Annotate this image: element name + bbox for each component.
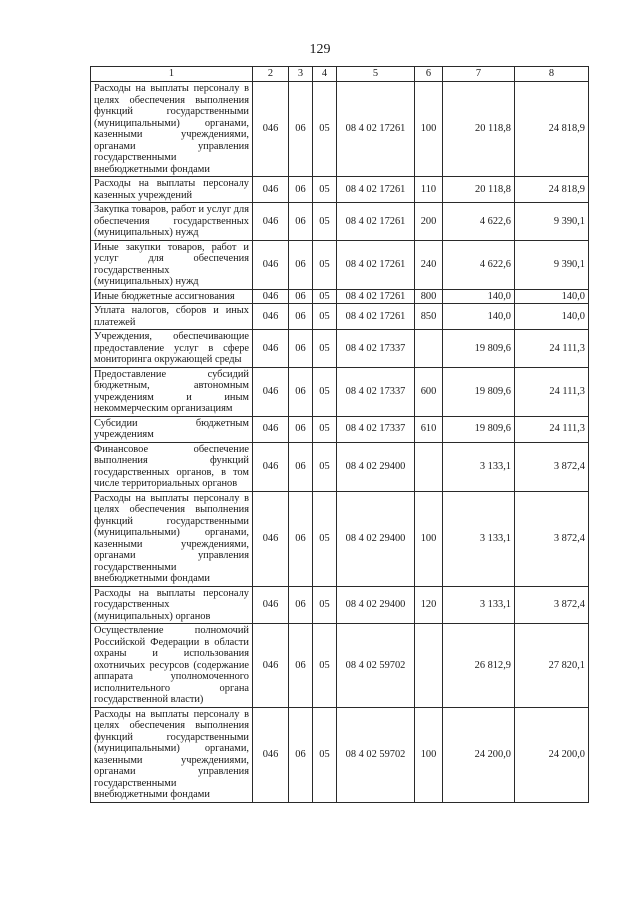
expense-type-code: 800 <box>415 289 443 304</box>
table-row <box>91 707 589 802</box>
expense-name: Расходы на выплаты персоналу в целях обеспечения выполнения функций государственными (муниципальными) органами, казенными учреждениями, органами управления государственными внебюджетными фондами <box>91 82 253 177</box>
ministry-code: 046 <box>253 586 289 624</box>
expense-type-code: 100 <box>415 491 443 586</box>
section-code: 06 <box>289 203 313 241</box>
ministry-code: 046 <box>253 203 289 241</box>
ministry-code: 046 <box>253 491 289 586</box>
target-article-code: 08 4 02 17261 <box>337 240 415 289</box>
expense-type-code: 100 <box>415 82 443 177</box>
amount-year-1: 4 622,6 <box>443 203 515 241</box>
page-number: 129 <box>309 42 331 57</box>
amount-year-2: 24 111,3 <box>515 367 589 416</box>
expense-type-code: 610 <box>415 416 443 442</box>
expense-type-code <box>415 330 443 368</box>
ministry-code: 046 <box>253 707 289 802</box>
column-number-row <box>91 67 589 82</box>
expense-name: Расходы на выплаты персоналу государственных (муниципальных) органов <box>91 586 253 624</box>
amount-year-2: 3 872,4 <box>515 491 589 586</box>
table-row <box>91 289 589 304</box>
column-number-5: 5 <box>337 67 415 82</box>
amount-year-1: 140,0 <box>443 304 515 330</box>
target-article-code: 08 4 02 29400 <box>337 491 415 586</box>
table-row <box>91 203 589 241</box>
ministry-code: 046 <box>253 442 289 491</box>
section-code: 06 <box>289 442 313 491</box>
target-article-code: 08 4 02 59702 <box>337 624 415 708</box>
subsection-code: 05 <box>313 367 337 416</box>
target-article-code: 08 4 02 17261 <box>337 203 415 241</box>
table-row <box>91 82 589 177</box>
table-row <box>91 304 589 330</box>
budget-table <box>90 66 589 803</box>
subsection-code: 05 <box>313 330 337 368</box>
ministry-code: 046 <box>253 177 289 203</box>
target-article-code: 08 4 02 17261 <box>337 304 415 330</box>
table-row <box>91 240 589 289</box>
subsection-code: 05 <box>313 289 337 304</box>
section-code: 06 <box>289 586 313 624</box>
target-article-code: 08 4 02 17337 <box>337 367 415 416</box>
expense-type-code: 200 <box>415 203 443 241</box>
expense-name: Расходы на выплаты персоналу в целях обеспечения выполнения функций государственными (муниципальными) органами, казенными учреждениями, органами управления государственными внебюджетными фондами <box>91 707 253 802</box>
subsection-code: 05 <box>313 82 337 177</box>
amount-year-1: 3 133,1 <box>443 442 515 491</box>
target-article-code: 08 4 02 17261 <box>337 177 415 203</box>
ministry-code: 046 <box>253 240 289 289</box>
ministry-code: 046 <box>253 330 289 368</box>
expense-name: Иные закупки товаров, работ и услуг для обеспечения государственных (муниципальных) нужд <box>91 240 253 289</box>
amount-year-2: 3 872,4 <box>515 586 589 624</box>
subsection-code: 05 <box>313 203 337 241</box>
section-code: 06 <box>289 491 313 586</box>
target-article-code: 08 4 02 17261 <box>337 289 415 304</box>
expense-name: Финансовое обеспечение выполнения функций государственных органов, в том числе территориальных органов <box>91 442 253 491</box>
amount-year-1: 4 622,6 <box>443 240 515 289</box>
amount-year-1: 20 118,8 <box>443 177 515 203</box>
target-article-code: 08 4 02 17337 <box>337 330 415 368</box>
expense-type-code <box>415 624 443 708</box>
amount-year-2: 24 818,9 <box>515 82 589 177</box>
expense-name: Закупка товаров, работ и услуг для обеспечения государственных (муниципальных) нужд <box>91 203 253 241</box>
ministry-code: 046 <box>253 624 289 708</box>
amount-year-1: 20 118,8 <box>443 82 515 177</box>
column-number-3: 3 <box>289 67 313 82</box>
subsection-code: 05 <box>313 707 337 802</box>
amount-year-2: 24 111,3 <box>515 330 589 368</box>
column-number-6: 6 <box>415 67 443 82</box>
table-row <box>91 177 589 203</box>
expense-type-code: 600 <box>415 367 443 416</box>
subsection-code: 05 <box>313 586 337 624</box>
amount-year-1: 3 133,1 <box>443 491 515 586</box>
target-article-code: 08 4 02 17337 <box>337 416 415 442</box>
expense-type-code: 120 <box>415 586 443 624</box>
section-code: 06 <box>289 304 313 330</box>
expense-name: Расходы на выплаты персоналу казенных учреждений <box>91 177 253 203</box>
expense-name: Осуществление полномочий Российской Федерации в области охраны и использования охотничьих ресурсов (содержание аппарата уполномоченного исполнительного органа государственной власти) <box>91 624 253 708</box>
table-row <box>91 367 589 416</box>
section-code: 06 <box>289 177 313 203</box>
subsection-code: 05 <box>313 416 337 442</box>
amount-year-1: 19 809,6 <box>443 367 515 416</box>
amount-year-2: 24 200,0 <box>515 707 589 802</box>
ministry-code: 046 <box>253 416 289 442</box>
ministry-code: 046 <box>253 289 289 304</box>
table-row <box>91 491 589 586</box>
expense-type-code <box>415 442 443 491</box>
table-row <box>91 442 589 491</box>
column-number-8: 8 <box>515 67 589 82</box>
table-row <box>91 624 589 708</box>
section-code: 06 <box>289 289 313 304</box>
subsection-code: 05 <box>313 442 337 491</box>
expense-name: Уплата налогов, сборов и иных платежей <box>91 304 253 330</box>
amount-year-1: 140,0 <box>443 289 515 304</box>
section-code: 06 <box>289 707 313 802</box>
table-row <box>91 416 589 442</box>
amount-year-2: 24 111,3 <box>515 416 589 442</box>
amount-year-1: 26 812,9 <box>443 624 515 708</box>
target-article-code: 08 4 02 29400 <box>337 586 415 624</box>
amount-year-2: 9 390,1 <box>515 203 589 241</box>
column-number-4: 4 <box>313 67 337 82</box>
target-article-code: 08 4 02 59702 <box>337 707 415 802</box>
subsection-code: 05 <box>313 304 337 330</box>
ministry-code: 046 <box>253 367 289 416</box>
subsection-code: 05 <box>313 491 337 586</box>
expense-name: Учреждения, обеспечивающие предоставление услуг в сфере мониторинга окружающей среды <box>91 330 253 368</box>
table-row <box>91 586 589 624</box>
section-code: 06 <box>289 416 313 442</box>
amount-year-1: 19 809,6 <box>443 330 515 368</box>
amount-year-1: 19 809,6 <box>443 416 515 442</box>
amount-year-2: 140,0 <box>515 289 589 304</box>
expense-type-code: 100 <box>415 707 443 802</box>
expense-name: Расходы на выплаты персоналу в целях обеспечения выполнения функций государственными (муниципальными) органами, казенными учреждениями, органами управления государственными внебюджетными фондами <box>91 491 253 586</box>
column-number-2: 2 <box>253 67 289 82</box>
target-article-code: 08 4 02 17261 <box>337 82 415 177</box>
amount-year-1: 3 133,1 <box>443 586 515 624</box>
section-code: 06 <box>289 330 313 368</box>
section-code: 06 <box>289 367 313 416</box>
subsection-code: 05 <box>313 240 337 289</box>
amount-year-2: 140,0 <box>515 304 589 330</box>
expense-name: Предоставление субсидий бюджетным, автономным учреждениям и иным некоммерческим организациям <box>91 367 253 416</box>
amount-year-1: 24 200,0 <box>443 707 515 802</box>
expense-type-code: 240 <box>415 240 443 289</box>
section-code: 06 <box>289 82 313 177</box>
amount-year-2: 9 390,1 <box>515 240 589 289</box>
ministry-code: 046 <box>253 82 289 177</box>
amount-year-2: 24 818,9 <box>515 177 589 203</box>
amount-year-2: 27 820,1 <box>515 624 589 708</box>
ministry-code: 046 <box>253 304 289 330</box>
expense-name: Иные бюджетные ассигнования <box>91 289 253 304</box>
table-body <box>91 82 589 803</box>
amount-year-2: 3 872,4 <box>515 442 589 491</box>
column-number-7: 7 <box>443 67 515 82</box>
section-code: 06 <box>289 624 313 708</box>
target-article-code: 08 4 02 29400 <box>337 442 415 491</box>
subsection-code: 05 <box>313 177 337 203</box>
expense-name: Субсидии бюджетным учреждениям <box>91 416 253 442</box>
expense-type-code: 110 <box>415 177 443 203</box>
subsection-code: 05 <box>313 624 337 708</box>
table-row <box>91 330 589 368</box>
column-number-1: 1 <box>91 67 253 82</box>
expense-type-code: 850 <box>415 304 443 330</box>
section-code: 06 <box>289 240 313 289</box>
